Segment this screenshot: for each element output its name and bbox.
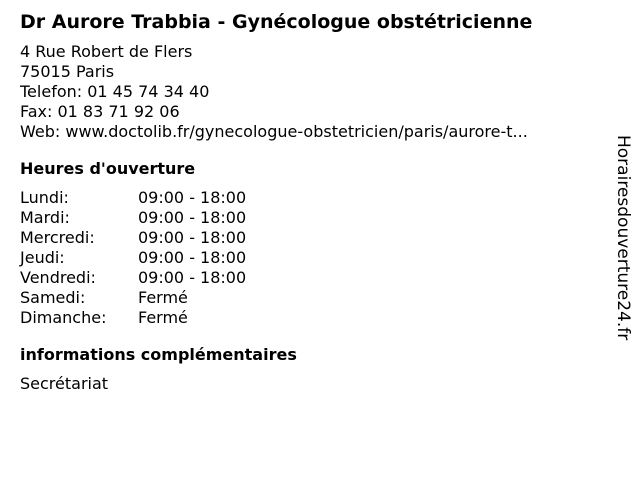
fax-line: Fax: 01 83 71 92 06 <box>20 102 180 121</box>
day-label: Jeudi: <box>20 248 65 267</box>
opening-hours-heading: Heures d'ouverture <box>20 159 196 178</box>
additional-info-item: Secrétariat <box>20 374 109 393</box>
page-title: Dr Aurore Trabbia - Gynécologue obstétricienne <box>20 11 533 33</box>
day-label: Dimanche: <box>20 308 107 327</box>
additional-info-heading: informations complémentaires <box>20 345 297 364</box>
day-hours: Fermé <box>138 308 188 327</box>
hours-row-sunday <box>20 308 246 328</box>
day-label: Vendredi: <box>20 268 96 287</box>
day-hours: 09:00 - 18:00 <box>138 188 247 207</box>
hours-row-tuesday <box>20 208 246 228</box>
hours-row-thursday <box>20 248 246 268</box>
address-city: 75015 Paris <box>20 62 115 81</box>
day-hours: 09:00 - 18:00 <box>138 268 247 287</box>
day-label: Lundi: <box>20 188 69 207</box>
day-label: Mardi: <box>20 208 70 227</box>
address-street: 4 Rue Robert de Flers <box>20 42 193 61</box>
hours-row-wednesday <box>20 228 246 248</box>
opening-hours-table <box>20 188 246 328</box>
hours-row-friday <box>20 268 246 288</box>
contact-block <box>20 42 600 142</box>
phone-line: Telefon: 01 45 74 34 40 <box>20 82 210 101</box>
day-hours: Fermé <box>138 288 188 307</box>
day-hours: 09:00 - 18:00 <box>138 228 247 247</box>
day-label: Mercredi: <box>20 228 95 247</box>
day-hours: 09:00 - 18:00 <box>138 248 247 267</box>
site-watermark: Horairesdouverture24.fr <box>613 135 633 341</box>
day-hours: 09:00 - 18:00 <box>138 208 247 227</box>
day-label: Samedi: <box>20 288 86 307</box>
hours-row-monday <box>20 188 246 208</box>
business-card <box>20 10 600 394</box>
website-line: Web: www.doctolib.fr/gynecologue-obstetricien/paris/aurore-t... <box>20 122 528 141</box>
hours-row-saturday <box>20 288 246 308</box>
